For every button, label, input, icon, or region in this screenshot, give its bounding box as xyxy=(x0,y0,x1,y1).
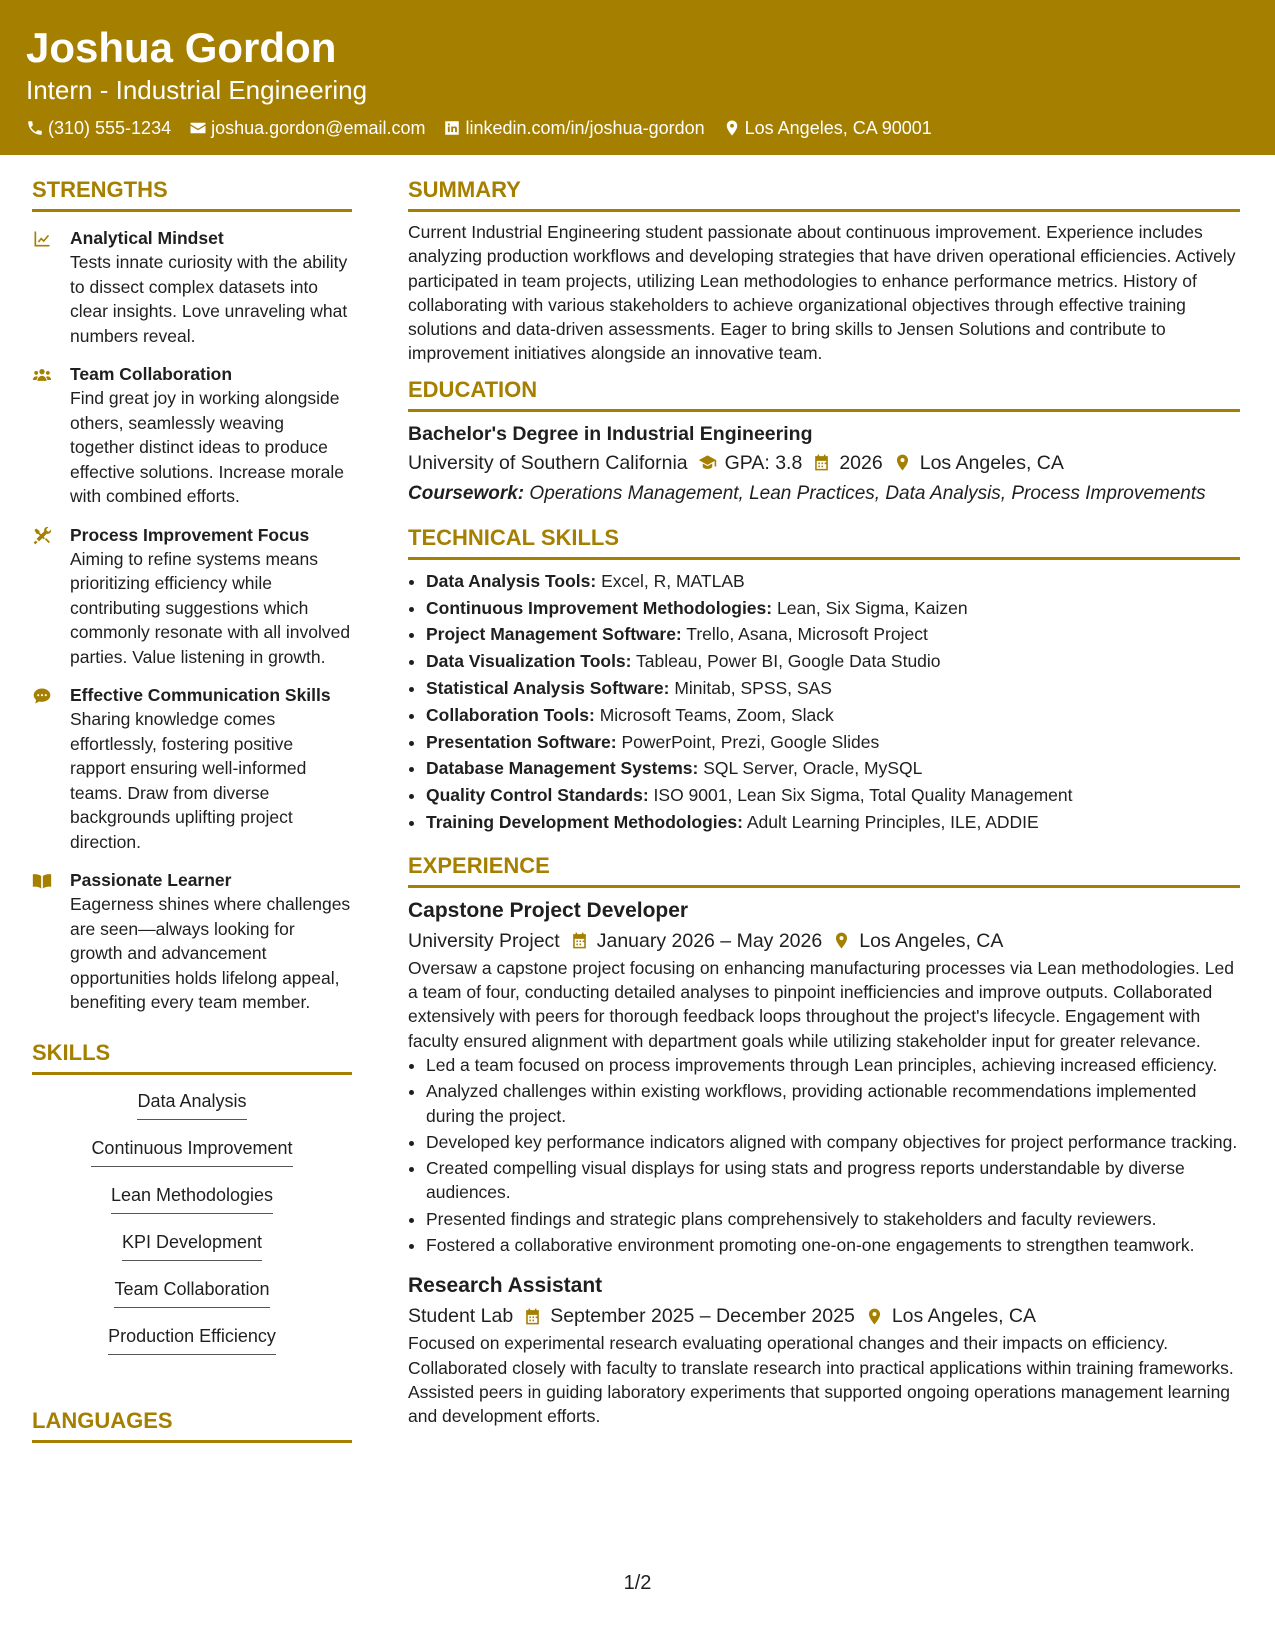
experience-heading: EXPERIENCE xyxy=(408,852,1240,888)
location-text: Los Angeles, CA 90001 xyxy=(744,118,932,138)
contact-email[interactable] xyxy=(189,114,425,142)
strength-title: Analytical Mindset xyxy=(70,228,224,248)
linkedin-text: linkedin.com/in/joshua-gordon xyxy=(465,118,705,138)
skills-list xyxy=(32,1083,352,1369)
strength-desc: Aiming to refine systems means prioritizing efficiency while contributing suggestions which commonly resonate with all involved parties. Value listening in growth. xyxy=(70,548,351,667)
job-org: University Project xyxy=(408,929,560,952)
education-location: Los Angeles, CA xyxy=(919,451,1064,474)
job-description: Oversaw a capstone project focusing on enhancing manufacturing processes via Lean methodologies. Led a team of four, conducting detailed analyses to pinpoint inefficiencies and improve outputs. Collaborated extensively with peers for thorough feedback loops throughout the project's lifecycle. Engagement with faculty ensured alignment with department goals while utilizing stakeholder input for greater relevance. xyxy=(408,957,1234,1051)
map-marker-icon xyxy=(893,453,912,472)
strength-title: Effective Communication Skills xyxy=(70,685,331,705)
job-entry xyxy=(408,896,1240,1258)
job-dates: January 2026 – May 2026 xyxy=(596,929,823,952)
gpa-text: GPA: 3.8 xyxy=(724,451,803,474)
school-name: University of Southern California xyxy=(408,451,688,474)
coursework xyxy=(408,481,1240,506)
list-item: • Analyzed challenges within existing workflows, providing actionable recommendations implemented during the project. xyxy=(426,1079,1240,1128)
page-number: 1/2 xyxy=(623,1572,652,1594)
technical-skills-list xyxy=(408,568,1240,836)
languages-heading: LANGUAGES xyxy=(32,1407,352,1443)
right-column xyxy=(408,176,1240,1439)
skill-tag: KPI Development xyxy=(122,1228,262,1261)
candidate-role: Intern - Industrial Engineering xyxy=(26,75,368,105)
education-meta xyxy=(408,448,1240,478)
strength-item xyxy=(32,362,352,509)
strength-item xyxy=(32,226,352,348)
list-item: • Project Management Software: Trello, Asana, Microsoft Project xyxy=(426,621,1240,648)
summary-heading: SUMMARY xyxy=(408,176,1240,212)
list-item: • Database Management Systems: SQL Server, Oracle, MySQL xyxy=(426,755,1240,782)
contact-bar xyxy=(26,114,932,142)
job-location: Los Angeles, CA xyxy=(859,929,1004,952)
book-open-icon xyxy=(32,871,52,891)
list-item: • Training Development Methodologies: Adult Learning Principles, ILE, ADDIE xyxy=(426,809,1240,836)
left-column xyxy=(32,176,352,1451)
strength-title: Passionate Learner xyxy=(70,870,232,890)
contact-location xyxy=(723,114,932,142)
strength-item xyxy=(32,683,352,854)
strength-title: Team Collaboration xyxy=(70,364,233,384)
list-item: • Continuous Improvement Methodologies: Lean, Six Sigma, Kaizen xyxy=(426,595,1240,622)
skill-tag: Data Analysis xyxy=(137,1087,246,1120)
summary-text: Current Industrial Engineering student passionate about continuous improvement. Experience includes analyzing production workflows and developing strategies that have driven operational efficiencies. Actively participated in team projects, utilizing Lean methodologies to enhance performance metrics. History of collaborating with various stakeholders to achieve organizational objectives through effective training solutions and data-driven assessments. Eager to bring skills to Jensen Solutions and contribute to improvement initiatives alongside an innovative team. xyxy=(408,222,1236,364)
coursework-list: Operations Management, Lean Practices, Data Analysis, Process Improvements xyxy=(529,482,1206,504)
list-item: • Fostered a collaborative environment promoting one-on-one engagements to strengthen teamwork. xyxy=(426,1233,1240,1257)
users-icon xyxy=(32,365,52,385)
list-item: • Data Analysis Tools: Excel, R, MATLAB xyxy=(426,568,1240,595)
email-text: joshua.gordon@email.com xyxy=(211,118,426,138)
skill-tag: Production Efficiency xyxy=(108,1322,276,1355)
strength-title: Process Improvement Focus xyxy=(70,524,310,545)
linkedin-icon xyxy=(443,119,461,137)
candidate-name: Joshua Gordon xyxy=(26,24,337,71)
strength-desc: Tests innate curiosity with the ability to dissect complex datasets into clear insights. Love unraveling what numbers reveal. xyxy=(70,252,348,346)
job-org: Student Lab xyxy=(408,1305,514,1328)
strength-desc: Sharing knowledge comes effortlessly, fostering positive rapport ensuring well-informed teams. Draw from diverse backgrounds uplifting project direction. xyxy=(70,709,307,852)
comment-icon xyxy=(32,686,52,706)
contact-linkedin[interactable] xyxy=(443,114,704,142)
skill-tag: Team Collaboration xyxy=(114,1275,269,1308)
list-item: • Presentation Software: PowerPoint, Prezi, Google Slides xyxy=(426,729,1240,756)
calendar-icon xyxy=(812,453,831,472)
coursework-label: Coursework: xyxy=(408,482,525,504)
chart-line-icon xyxy=(32,229,52,249)
technical-skills-heading: TECHNICAL SKILLS xyxy=(408,524,1240,560)
education-heading: EDUCATION xyxy=(408,376,1240,412)
skill-tag: Continuous Improvement xyxy=(91,1134,292,1167)
map-marker-icon xyxy=(723,119,741,137)
tools-icon xyxy=(32,526,52,546)
job-bullets xyxy=(408,1053,1240,1257)
list-item: • Data Visualization Tools: Tableau, Power BI, Google Data Studio xyxy=(426,648,1240,675)
contact-phone[interactable] xyxy=(26,114,171,142)
strength-desc: Find great joy in working alongside others, seamlessly weaving together distinct ideas to produce effective solutions. Increase morale with combined efforts. xyxy=(70,388,344,506)
job-meta xyxy=(408,926,1240,956)
resume-header xyxy=(0,0,1275,155)
calendar-icon xyxy=(570,931,589,950)
map-marker-icon xyxy=(865,1307,884,1326)
phone-icon xyxy=(26,119,44,137)
calendar-icon xyxy=(523,1307,542,1326)
job-meta xyxy=(408,1301,1240,1331)
envelope-icon xyxy=(189,119,207,137)
job-entry xyxy=(408,1271,1240,1428)
strength-item xyxy=(32,868,352,1015)
job-dates: September 2025 – December 2025 xyxy=(550,1305,855,1328)
graduation-cap-icon xyxy=(698,453,717,472)
job-title: Capstone Project Developer xyxy=(408,898,689,922)
list-item: • Created compelling visual displays for using stats and progress reports understandable by diverse audiences. xyxy=(426,1156,1240,1205)
strength-item xyxy=(32,523,352,670)
strengths-heading: STRENGTHS xyxy=(32,176,352,212)
skill-tag: Lean Methodologies xyxy=(111,1181,273,1214)
job-description: Focused on experimental research evaluating operational changes and their impacts on efficiency. Collaborated closely with faculty to translate research into practical applications within training frameworks. Assisted peers in guiding laboratory experiments that supported ongoing operations management learning and development efforts. xyxy=(408,1333,1234,1427)
job-title: Research Assistant xyxy=(408,1274,603,1298)
degree-title: Bachelor's Degree in Industrial Engineering xyxy=(408,422,813,445)
list-item: • Quality Control Standards: ISO 9001, Lean Six Sigma, Total Quality Management xyxy=(426,782,1240,809)
map-marker-icon xyxy=(832,931,851,950)
list-item: • Led a team focused on process improvements through Lean principles, achieving increased efficiency. xyxy=(426,1053,1240,1077)
phone-text: (310) 555-1234 xyxy=(48,118,172,138)
strength-desc: Eagerness shines where challenges are seen—always looking for growth and advancement opportunities holds lifelong appeal, benefiting every team member. xyxy=(70,894,351,1012)
list-item: • Collaboration Tools: Microsoft Teams, Zoom, Slack xyxy=(426,702,1240,729)
job-location: Los Angeles, CA xyxy=(891,1305,1036,1328)
graduation-year: 2026 xyxy=(839,451,883,474)
list-item: • Statistical Analysis Software: Minitab, SPSS, SAS xyxy=(426,675,1240,702)
list-item: • Developed key performance indicators aligned with company objectives for project performance tracking. xyxy=(426,1130,1240,1154)
skills-heading: SKILLS xyxy=(32,1039,352,1075)
list-item: • Presented findings and strategic plans comprehensively to stakeholders and faculty reviewers. xyxy=(426,1207,1240,1231)
